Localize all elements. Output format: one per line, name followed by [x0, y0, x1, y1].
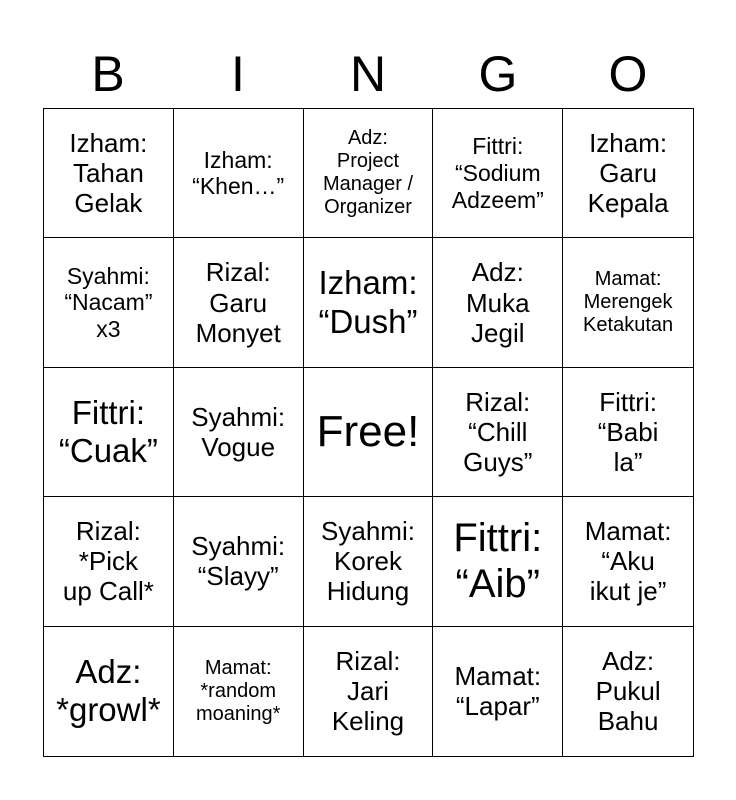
cell-text: Fittri: “Cuak” — [58, 393, 158, 469]
bingo-cell-r2-c3[interactable] — [304, 238, 434, 367]
bingo-cell-r1-c3[interactable] — [304, 109, 434, 238]
bingo-cell-r4-c3[interactable] — [304, 497, 434, 626]
cell-text: Adz: Muka Jegil — [466, 257, 530, 348]
bingo-cell-r3-c1[interactable] — [44, 368, 174, 497]
cell-text: Mamat: *random moaning* — [195, 656, 281, 725]
cell-text: Fittri: “Aib” — [453, 516, 543, 607]
bingo-cell-r2-c5[interactable] — [563, 238, 693, 367]
cell-text: Syahmi: Vogue — [191, 401, 286, 462]
bingo-cell-r2-c1[interactable] — [44, 238, 174, 367]
bingo-board — [43, 108, 694, 757]
cell-text: Izham: Garu Kepala — [587, 127, 669, 219]
cell-text: Mamat: “Lapar” — [454, 661, 542, 722]
bingo-cell-r4-c2[interactable] — [174, 497, 304, 626]
cell-text: Rizal: Garu Monyet — [195, 257, 281, 348]
bingo-cell-r1-c5[interactable] — [563, 109, 693, 238]
cell-text: Syahmi: Korek Hidung — [321, 516, 415, 607]
cell-text: Syahmi: “Slayy” — [191, 531, 286, 592]
bingo-cell-r4-c1[interactable] — [44, 497, 174, 626]
bingo-cell-r2-c2[interactable] — [174, 238, 304, 367]
bingo-cell-r1-c4[interactable] — [433, 109, 563, 238]
cell-text: Adz: Project Manager / Organizer — [322, 126, 414, 219]
cell-text: Adz: Pukul Bahu — [595, 646, 661, 737]
free-space-text: Free! — [316, 407, 420, 457]
bingo-cell-r5-c3[interactable] — [304, 627, 434, 756]
cell-text: Izham: “Khen…” — [192, 146, 285, 200]
header-letter-i: I — [231, 46, 245, 102]
bingo-cell-r5-c1[interactable] — [44, 627, 174, 756]
bingo-cell-r5-c5[interactable] — [563, 627, 693, 756]
cell-text: Fittri: “Babi la” — [597, 386, 659, 478]
bingo-header — [43, 40, 693, 108]
cell-text: Rizal: Jari Keling — [331, 646, 405, 737]
cell-text: Izham: “Dush” — [318, 264, 418, 340]
bingo-cell-r3-c2[interactable] — [174, 368, 304, 497]
bingo-cell-r5-c4[interactable] — [433, 627, 563, 756]
cell-text: Rizal: *Pick up Call* — [62, 516, 154, 607]
bingo-cell-free[interactable] — [304, 368, 434, 497]
cell-text: Mamat: Merengek Ketakutan — [583, 267, 674, 337]
bingo-cell-r5-c2[interactable] — [174, 627, 304, 756]
bingo-cell-r1-c2[interactable] — [174, 109, 304, 238]
cell-text: Rizal: “Chill Guys” — [463, 386, 533, 478]
bingo-cell-r3-c5[interactable] — [563, 368, 693, 497]
cell-text: Fittri: “Sodium Adzeem” — [451, 133, 544, 213]
bingo-cell-r2-c4[interactable] — [433, 238, 563, 367]
bingo-cell-r4-c5[interactable] — [563, 497, 693, 626]
bingo-cell-r3-c4[interactable] — [433, 368, 563, 497]
cell-text: Mamat: “Aku ikut je” — [584, 516, 672, 607]
bingo-cell-r4-c4[interactable] — [433, 497, 563, 626]
header-letter-o: O — [608, 46, 648, 102]
cell-text: Izham: Tahan Gelak — [69, 127, 148, 219]
cell-text: Adz: *growl* — [56, 653, 161, 729]
header-letter-g: G — [478, 46, 518, 102]
header-letter-n: N — [349, 46, 387, 102]
header-letter-b: B — [91, 46, 125, 102]
cell-text: Syahmi: “Nacam” x3 — [64, 262, 153, 342]
bingo-cell-r1-c1[interactable] — [44, 109, 174, 238]
